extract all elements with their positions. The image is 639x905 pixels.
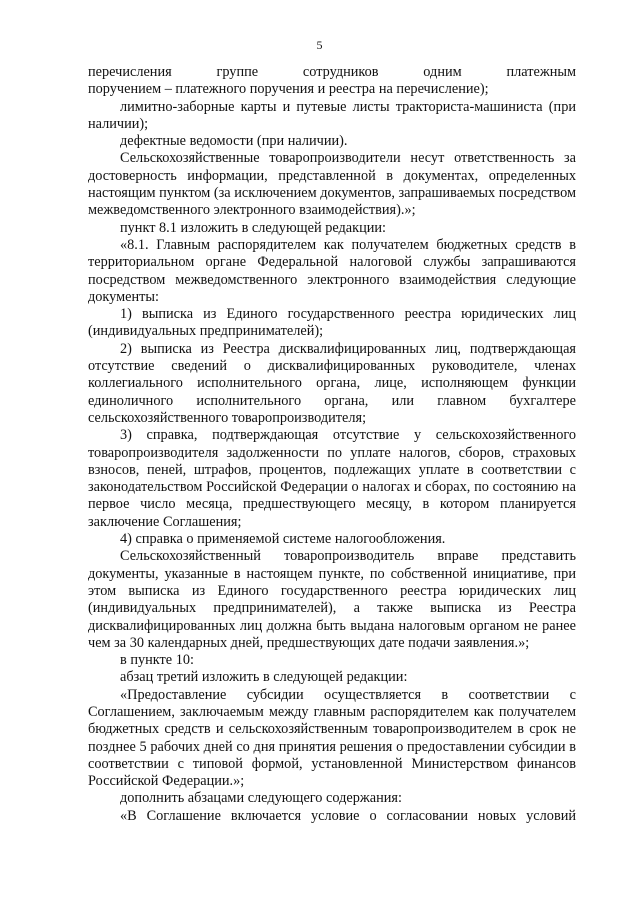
paragraph-11: 4) справка о применяемой системе налогообложения. — [120, 531, 446, 548]
paragraph-9: 2) выписка из Реестра дисквалифицированных лиц, подтверждающая отсутствие сведений о дисквалифицированных руководителе, членах коллегиального исполнительного органа, лице, исполняющем функции единоличного исполнительного органа, или главном бухгалтере сельскохозяйственного товаропроизводителя; — [88, 340, 576, 426]
paragraph-15: «Предоставление субсидии осуществляется в соответствии с Соглашением, заключаемым между главным распорядителем как получателем бюджетных средств и сельскохозяйственным товаропроизводителем в срок не позднее 5 рабочих дней со дня принятия решения о предоставлении субсидии в соответствии с типовой формой, установленной Министерством финансов Российской Федерации.»; — [88, 686, 576, 790]
paragraph-6: пункт 8.1 изложить в следующей редакции: — [120, 219, 387, 236]
paragraph-16: дополнить абзацами следующего содержания: — [120, 790, 402, 807]
paragraph-14: абзац третий изложить в следующей редакции: — [120, 669, 408, 686]
paragraph-12: Сельскохозяйственный товаропроизводитель вправе представить документы, указанные в настоящем пункте, по собственной инициативе, при этом выписка из Единого государственного реестра юридических лиц (индивидуальных предпринимателей), а также выписка из Реестра дисквалифицированных лиц должна быть выдана налоговым органом не ранее чем за 30 календарных дней, предшествующих дате подачи заявления.»; — [88, 548, 576, 651]
paragraph-2: поручением – платежного поручения и реестра на перечисление); — [88, 81, 489, 98]
paragraph-3: лимитно-заборные карты и путевые листы тракториста-машиниста (при наличии); — [88, 98, 576, 132]
paragraph-5: Сельскохозяйственные товаропроизводители несут ответственность за достоверность информации, представленной в документах, определенных настоящим пунктом (за исключением документов, запрашиваемых посредством межведомственного электронного взаимодействия).»; — [88, 150, 577, 219]
paragraph-7: «8.1. Главным распорядителем как получателем бюджетных средств в территориальном органе Федеральной налоговой службы запрашиваются посредством межведомственного электронного взаимодействия следующие документы: — [88, 236, 576, 305]
page-number: 5 — [316, 38, 323, 52]
document-body — [88, 64, 576, 825]
paragraph-17: «В Соглашение включается условие о согласовании новых условий — [120, 807, 576, 824]
paragraph-8: 1) выписка из Единого государственного реестра юридических лиц (индивидуальных предпринимателей); — [88, 306, 576, 340]
paragraph-1: перечисления группе сотрудников одним платежным — [88, 64, 576, 80]
paragraph-13: в пункте 10: — [120, 652, 194, 669]
paragraph-4: дефектные ведомости (при наличии). — [120, 133, 348, 150]
paragraph-10: 3) справка, подтверждающая отсутствие у сельскохозяйственного товаропроизводителя задолженности по уплате налогов, сборов, страховых взносов, пеней, штрафов, процентов, подлежащих уплате в соответствии с законодательством Российской Федерации о налогах и сборах, по состоянию на первое число месяца, предшествующего месяцу, в котором планируется заключение Соглашения; — [88, 427, 576, 530]
